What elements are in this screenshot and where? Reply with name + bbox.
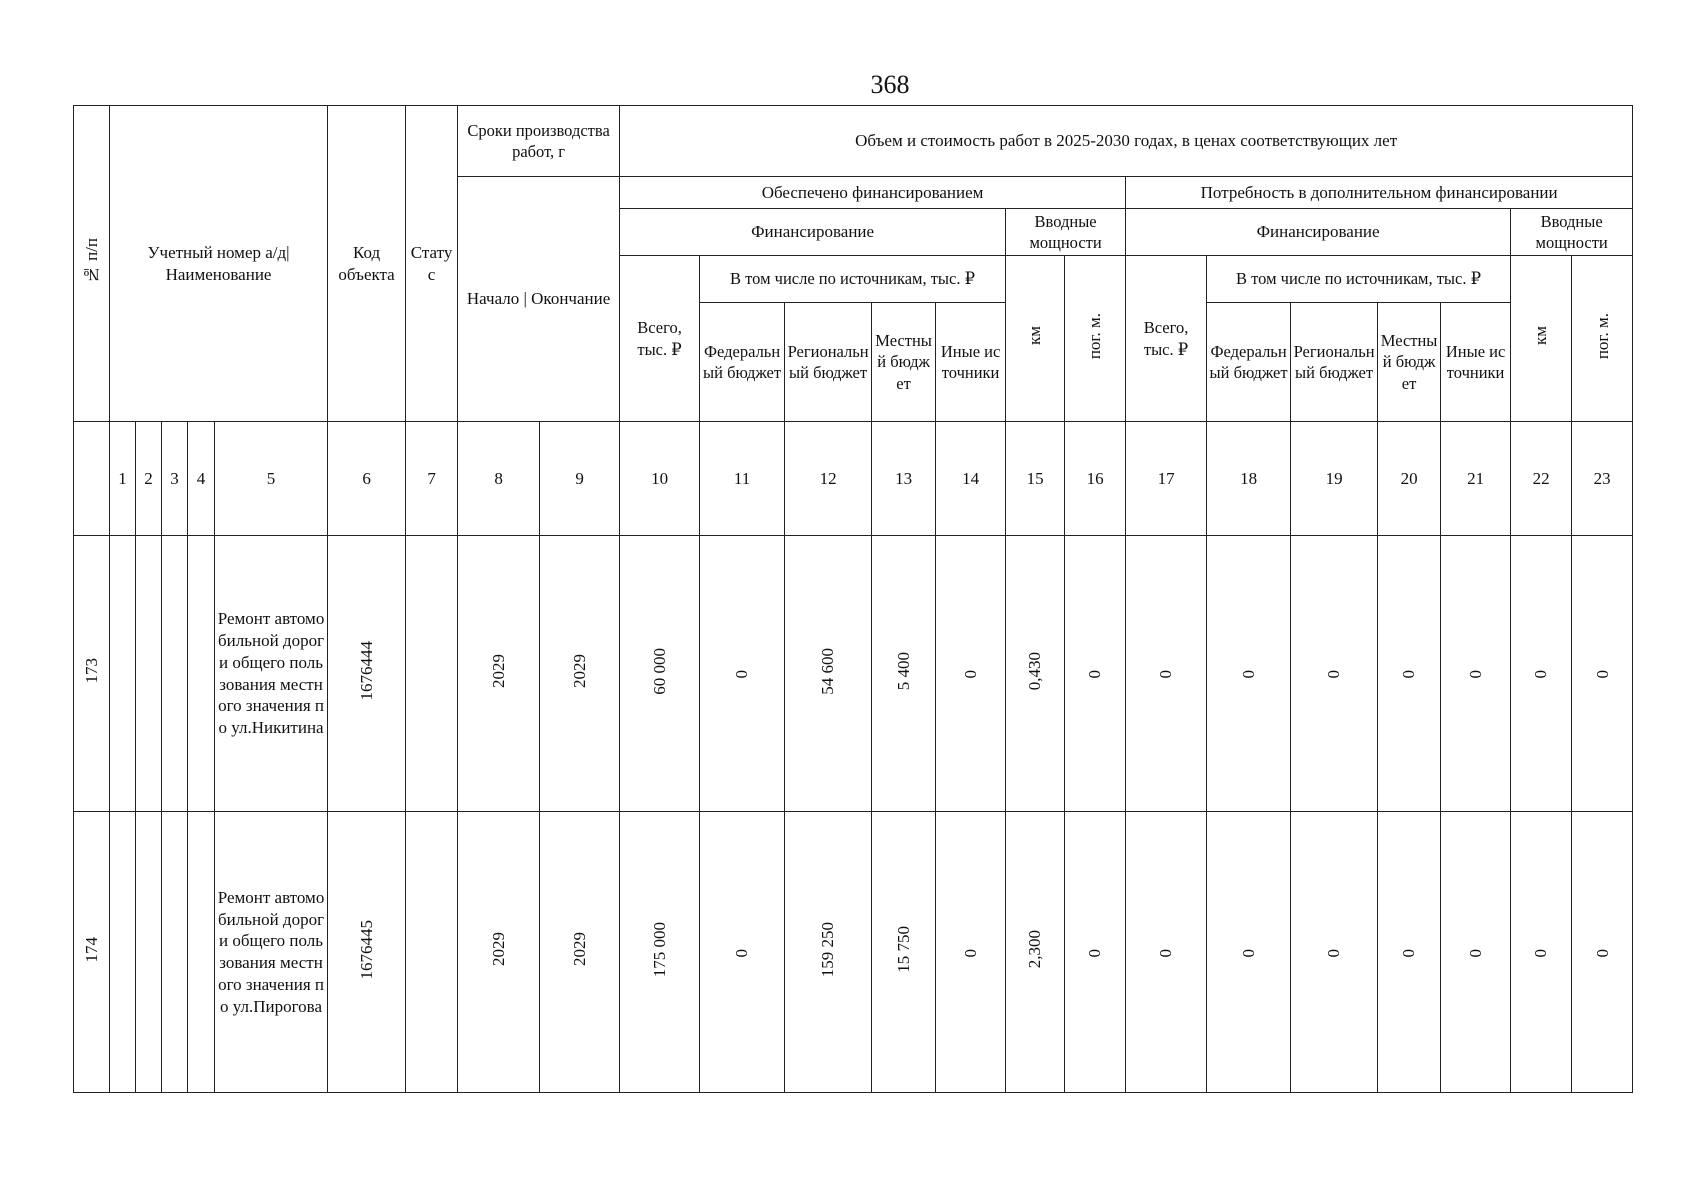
start-year: 2029 <box>458 812 540 1093</box>
col-number: 20 <box>1378 422 1441 536</box>
header-sources: В том числе по источникам, тыс. ₽ <box>700 256 1006 303</box>
header-add-capacity: Вводные мощности <box>1511 209 1633 256</box>
col-number: 23 <box>1572 422 1633 536</box>
header-terms: Сроки производства работ, г <box>458 106 620 177</box>
cell-empty <box>162 812 188 1093</box>
header-add-local: Местный бюджет <box>1378 303 1441 422</box>
col-number: 18 <box>1207 422 1291 536</box>
header-num: № п/п <box>74 106 110 422</box>
cell-empty <box>136 536 162 812</box>
header-add-km: км <box>1511 256 1572 422</box>
col-number: 15 <box>1006 422 1065 536</box>
local-value: 15 750 <box>872 812 936 1093</box>
col-number: 17 <box>1126 422 1207 536</box>
cell-empty <box>110 812 136 1093</box>
local-value: 5 400 <box>872 536 936 812</box>
table-row <box>74 812 1633 1093</box>
column-numbers-row <box>74 422 1633 536</box>
cell-empty <box>110 536 136 812</box>
header-name: Учетный номер а/д| Наименование <box>110 106 328 422</box>
add-federal-value: 0 <box>1207 536 1291 812</box>
col-number: 5 <box>215 422 328 536</box>
header-capacity: Вводные мощности <box>1006 209 1126 256</box>
col-number: 7 <box>406 422 458 536</box>
header-add-regional: Региональный бюджет <box>1291 303 1378 422</box>
header-add-pog-m: пог. м. <box>1572 256 1633 422</box>
col-number: 21 <box>1441 422 1511 536</box>
col-number: 10 <box>620 422 700 536</box>
federal-value: 0 <box>700 536 785 812</box>
header-secured: Обеспечено финансированием <box>620 177 1126 209</box>
header-code: Код объекта <box>328 106 406 422</box>
add-other-value: 0 <box>1441 536 1511 812</box>
add-total-value: 0 <box>1126 536 1207 812</box>
other-value: 0 <box>936 812 1006 1093</box>
row-number: 173 <box>74 536 110 812</box>
add-local-value: 0 <box>1378 812 1441 1093</box>
header-local: Местный бюджет <box>872 303 936 422</box>
km-value: 2,300 <box>1006 812 1065 1093</box>
add-other-value: 0 <box>1441 812 1511 1093</box>
add-km-value: 0 <box>1511 812 1572 1093</box>
col-number: 2 <box>136 422 162 536</box>
header-regional: Региональный бюджет <box>785 303 872 422</box>
header-start-end: Начало | Окончание <box>458 177 620 422</box>
regional-value: 159 250 <box>785 812 872 1093</box>
km-value: 0,430 <box>1006 536 1065 812</box>
col-number: 1 <box>110 422 136 536</box>
add-federal-value: 0 <box>1207 812 1291 1093</box>
header-km: км <box>1006 256 1065 422</box>
col-number: 11 <box>700 422 785 536</box>
total-value: 175 000 <box>620 812 700 1093</box>
object-code: 1676445 <box>328 812 406 1093</box>
header-pog-m: пог. м. <box>1065 256 1126 422</box>
header-add-federal: Федеральный бюджет <box>1207 303 1291 422</box>
page-number: 368 <box>870 70 910 99</box>
cell-empty <box>136 812 162 1093</box>
header-add-other: Иные источники <box>1441 303 1511 422</box>
object-status <box>406 536 458 812</box>
header-total: Всего, тыс. ₽ <box>620 256 700 422</box>
col-number: 14 <box>936 422 1006 536</box>
col-number: 3 <box>162 422 188 536</box>
end-year: 2029 <box>540 812 620 1093</box>
header-add-total: Всего, тыс. ₽ <box>1126 256 1207 422</box>
add-pog-m-value: 0 <box>1572 536 1633 812</box>
header-volume: Объем и стоимость работ в 2025-2030 годах, в ценах соответствующих лет <box>620 106 1633 177</box>
total-value: 60 000 <box>620 536 700 812</box>
cell-empty <box>188 536 215 812</box>
add-regional-value: 0 <box>1291 812 1378 1093</box>
cell-empty <box>188 812 215 1093</box>
header-financing: Финансирование <box>620 209 1006 256</box>
col-number-blank <box>74 422 110 536</box>
other-value: 0 <box>936 536 1006 812</box>
col-number: 8 <box>458 422 540 536</box>
header-other: Иные источники <box>936 303 1006 422</box>
col-number: 4 <box>188 422 215 536</box>
start-year: 2029 <box>458 536 540 812</box>
end-year: 2029 <box>540 536 620 812</box>
regional-value: 54 600 <box>785 536 872 812</box>
add-km-value: 0 <box>1511 536 1572 812</box>
add-pog-m-value: 0 <box>1572 812 1633 1093</box>
works-table <box>73 105 1633 1093</box>
header-add-financing: Финансирование <box>1126 209 1511 256</box>
header-status: Статус <box>406 106 458 422</box>
col-number: 12 <box>785 422 872 536</box>
object-name: Ремонт автомобильной дороги общего пользования местного значения по ул.Никитина <box>215 536 328 812</box>
add-total-value: 0 <box>1126 812 1207 1093</box>
col-number: 16 <box>1065 422 1126 536</box>
pog-m-value: 0 <box>1065 812 1126 1093</box>
header-add-sources: В том числе по источникам, тыс. ₽ <box>1207 256 1511 303</box>
add-regional-value: 0 <box>1291 536 1378 812</box>
object-status <box>406 812 458 1093</box>
federal-value: 0 <box>700 812 785 1093</box>
pog-m-value: 0 <box>1065 536 1126 812</box>
col-number: 22 <box>1511 422 1572 536</box>
add-local-value: 0 <box>1378 536 1441 812</box>
col-number: 6 <box>328 422 406 536</box>
table-row <box>74 536 1633 812</box>
col-number: 9 <box>540 422 620 536</box>
header-federal: Федеральный бюджет <box>700 303 785 422</box>
col-number: 19 <box>1291 422 1378 536</box>
header-row-1 <box>74 106 1633 177</box>
col-number: 13 <box>872 422 936 536</box>
header-additional: Потребность в дополнительном финансировании <box>1126 177 1633 209</box>
cell-empty <box>162 536 188 812</box>
object-name: Ремонт автомобильной дороги общего пользования местного значения по ул.Пирогова <box>215 812 328 1093</box>
row-number: 174 <box>74 812 110 1093</box>
object-code: 1676444 <box>328 536 406 812</box>
